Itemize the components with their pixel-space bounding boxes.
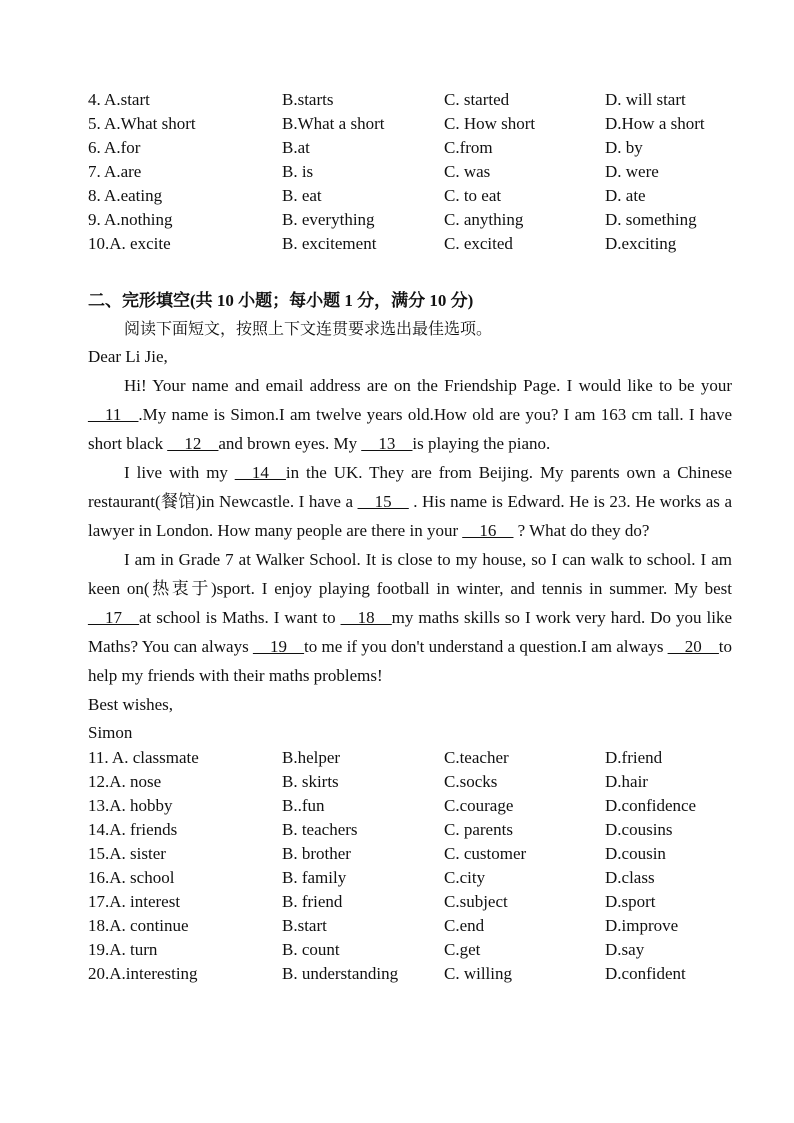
- option-d: D.cousin: [605, 844, 666, 863]
- option-c: C. to eat: [444, 186, 502, 205]
- option-row-9: [88, 208, 732, 232]
- letter-closing: Best wishes,: [88, 695, 173, 714]
- option-row-20: [88, 962, 732, 986]
- option-b: B. family: [282, 868, 347, 887]
- option-a: 7. A.are: [88, 162, 142, 181]
- option-a: 13.A. hobby: [88, 796, 173, 815]
- option-b: B.What a short: [282, 114, 385, 133]
- option-c: C. excited: [444, 234, 513, 253]
- option-a: 15.A. sister: [88, 844, 166, 863]
- option-c: C.from: [444, 138, 493, 157]
- option-d: D.How a short: [605, 114, 705, 133]
- option-row-19: [88, 938, 732, 962]
- letter-paragraph-2: I live with my __14__in the UK. They are from Beijing. My parents own a Chinese restaurant(餐馆)in Newcastle. I have a __15__ . His name is Edward. He is 23. He works as a lawyer in London. How many people are there in your __16__ ? What do they do?: [88, 458, 732, 545]
- option-c: C.end: [444, 916, 485, 935]
- option-d: D. ate: [605, 186, 646, 205]
- option-row-15: [88, 842, 732, 866]
- blank-16: __16__: [462, 521, 514, 540]
- options-top-list: [88, 88, 732, 256]
- option-b: B..fun: [282, 796, 325, 815]
- option-d: D.class: [605, 868, 655, 887]
- option-row-18: [88, 914, 732, 938]
- option-d: D.say: [605, 940, 645, 959]
- cloze-letter: [88, 343, 732, 746]
- blank-12: __12__: [167, 434, 219, 453]
- letter-paragraph-1: Hi! Your name and email address are on the Friendship Page. I would like to be your __11__.My name is Simon.I am twelve years old.How old are you? I am 163 cm tall. I have short black __12__and brown eyes. My __13__is playing the piano.: [88, 371, 732, 458]
- option-a: 14.A. friends: [88, 820, 178, 839]
- option-b: B. count: [282, 940, 340, 959]
- letter-signature: Simon: [88, 723, 133, 742]
- option-a: 16.A. school: [88, 868, 175, 887]
- option-c: C. anything: [444, 210, 524, 229]
- option-d: D. were: [605, 162, 659, 181]
- letter-paragraph-3: I am in Grade 7 at Walker School. It is close to my house, so I can walk to school. I am keen on(热衷于)sport. I enjoy playing football in winter, and tennis in summer. My best __17__at school is Maths. I want to __18__my maths skills so I work very hard. Do you like Maths? You can always __19__to me if you don't understand a question.I am always __20__to help my friends with their maths problems!: [88, 550, 732, 685]
- blank-18: __18__: [340, 608, 392, 627]
- option-b: B. skirts: [282, 772, 339, 791]
- blank-14: __14__: [234, 463, 286, 482]
- option-b: B.helper: [282, 748, 341, 767]
- blank-17: __17__: [88, 608, 139, 627]
- option-row-14: [88, 818, 732, 842]
- option-a: 11. A. classmate: [88, 748, 199, 767]
- option-c: C.get: [444, 940, 481, 959]
- option-c: C. parents: [444, 820, 513, 839]
- option-c: C.subject: [444, 892, 508, 911]
- option-b: B.starts: [282, 90, 334, 109]
- option-a: 18.A. continue: [88, 916, 189, 935]
- option-a: 12.A. nose: [88, 772, 162, 791]
- option-row-6: [88, 136, 732, 160]
- option-row-8: [88, 184, 732, 208]
- option-row-10: [88, 232, 732, 256]
- blank-15: __15__: [357, 492, 409, 511]
- option-d: D.confidence: [605, 796, 697, 815]
- option-row-5: [88, 112, 732, 136]
- option-a: 20.A.interesting: [88, 964, 198, 983]
- blank-20: __20__: [667, 637, 719, 656]
- option-row-16: [88, 866, 732, 890]
- option-b: B. friend: [282, 892, 343, 911]
- section-title: 二、完形填空(共 10 小题；每小题 1 分，满分 10 分): [88, 291, 474, 310]
- option-row-17: [88, 890, 732, 914]
- option-b: B. teachers: [282, 820, 358, 839]
- option-b: B.start: [282, 916, 327, 935]
- option-a: 5. A.What short: [88, 114, 196, 133]
- option-row-12: [88, 770, 732, 794]
- option-row-13: [88, 794, 732, 818]
- option-c: C. customer: [444, 844, 527, 863]
- option-row-7: [88, 160, 732, 184]
- option-a: 10.A. excite: [88, 234, 171, 253]
- option-a: 9. A.nothing: [88, 210, 173, 229]
- option-b: B. everything: [282, 210, 375, 229]
- option-c: C. started: [444, 90, 510, 109]
- option-b: B.at: [282, 138, 310, 157]
- option-d: D.improve: [605, 916, 679, 935]
- option-a: 17.A. interest: [88, 892, 181, 911]
- option-c: C. How short: [444, 114, 536, 133]
- option-a: 4. A.start: [88, 90, 150, 109]
- option-d: D.friend: [605, 748, 663, 767]
- blank-19: __19__: [252, 637, 304, 656]
- options-bottom-list: [88, 746, 732, 986]
- option-d: D.cousins: [605, 820, 673, 839]
- blank-13: __13__: [361, 434, 413, 453]
- option-d: D.confident: [605, 964, 686, 983]
- exam-page: [88, 88, 732, 986]
- option-d: D. by: [605, 138, 643, 157]
- option-row-4: [88, 88, 732, 112]
- option-d: D.exciting: [605, 234, 677, 253]
- option-d: D.sport: [605, 892, 656, 911]
- letter-salutation: Dear Li Jie,: [88, 347, 168, 366]
- option-d: D.hair: [605, 772, 648, 791]
- option-b: B. excitement: [282, 234, 377, 253]
- blank-11: __11__: [88, 405, 139, 424]
- option-c: C.courage: [444, 796, 514, 815]
- option-a: 6. A.for: [88, 138, 141, 157]
- option-c: C. willing: [444, 964, 513, 983]
- option-b: B. brother: [282, 844, 351, 863]
- option-c: C.socks: [444, 772, 498, 791]
- option-b: B. is: [282, 162, 314, 181]
- option-d: D. will start: [605, 90, 686, 109]
- option-a: 19.A. turn: [88, 940, 158, 959]
- option-b: B. understanding: [282, 964, 399, 983]
- option-c: C.teacher: [444, 748, 509, 767]
- option-b: B. eat: [282, 186, 322, 205]
- option-a: 8. A.eating: [88, 186, 163, 205]
- section-instruction: 阅读下面短文，按照上下文连贯要求选出最佳选项。: [124, 319, 493, 338]
- option-c: C.city: [444, 868, 486, 887]
- option-row-11: [88, 746, 732, 770]
- option-d: D. something: [605, 210, 697, 229]
- option-c: C. was: [444, 162, 491, 181]
